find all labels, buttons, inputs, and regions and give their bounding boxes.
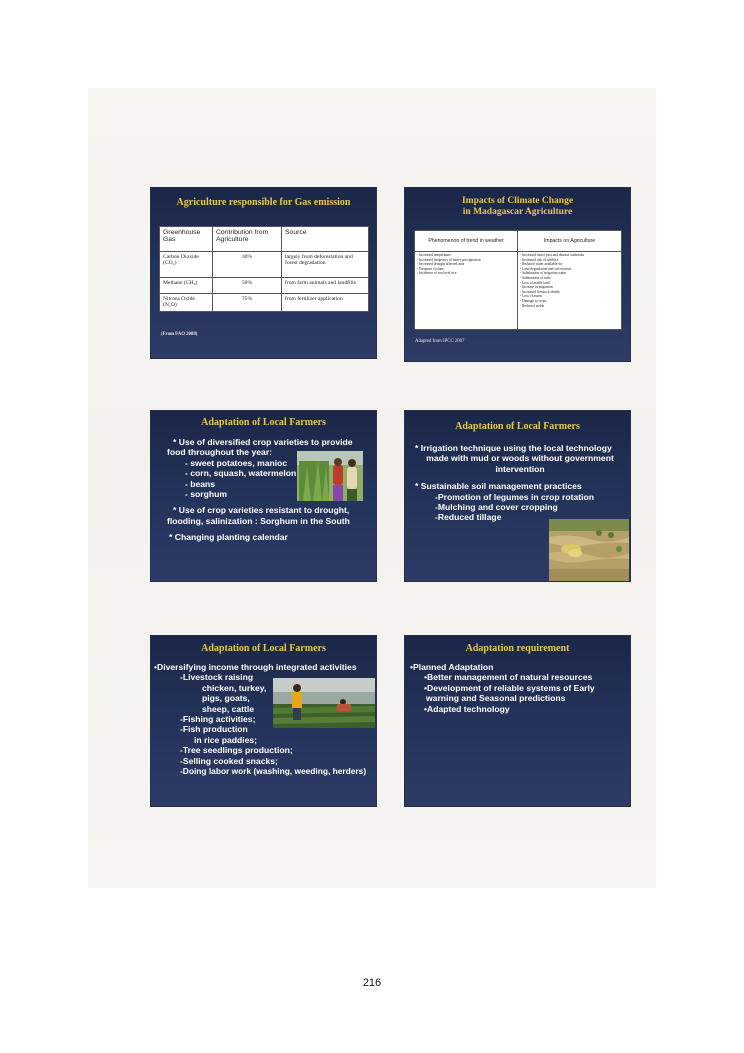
list-item: - Reduced yields: [520, 303, 545, 308]
table-header: Source: [282, 227, 369, 252]
gas-emission-table: [159, 226, 369, 312]
list-item: - Loss of assets: [520, 294, 543, 299]
slide-title: Adaptation of Local Farmers: [201, 643, 326, 654]
list-item: - Salinization of soils: [520, 275, 551, 280]
slide-footnote: (From FAO 2008): [161, 332, 198, 337]
list-item: - Increased temperature: [417, 253, 451, 257]
slide-title: Adaptation of Local Farmers: [455, 421, 580, 432]
bullet-line: food throughout the year:: [167, 447, 273, 458]
bullet-line: * Sustainable soil management practices: [415, 481, 582, 492]
list-item: - Increased frequency of heavy precipitation: [417, 257, 481, 262]
list-item: - Reduced water available for: [520, 262, 563, 267]
mulched-field-photo: [549, 519, 629, 581]
slide-adaptation-irrigation: [405, 411, 630, 581]
table-header-row: [160, 227, 369, 252]
slide-footnote: Adapted from IPCC 2007: [415, 339, 465, 344]
list-item: - Loss of arable land: [520, 280, 550, 285]
bullet-line: * Irrigation technique using the local technology: [415, 443, 612, 453]
list-item: - Damage to crops: [520, 298, 547, 303]
bullet-line: -Doing labor work (washing, weeding, herders): [180, 766, 367, 777]
slide-body: [154, 662, 376, 776]
impacts-list: [518, 252, 622, 330]
bullet-line: chicken, turkey,: [202, 682, 267, 693]
bullet-line: intervention: [495, 463, 545, 474]
slide-adaptation-crops: [151, 411, 376, 581]
bullet-line: made with mud or woods without government: [426, 453, 614, 464]
table-row: [160, 252, 369, 278]
list-item: - Increased drought affected area: [417, 262, 465, 267]
list-item: - Land degradation and soil erosion: [520, 266, 571, 271]
list-item: - Incidence of sea level rise: [417, 271, 457, 276]
bullet-line: * Changing planting calendar: [169, 532, 288, 543]
list-item: - Increase in migration: [520, 285, 553, 290]
table-header: Phenomenon of trend in weather: [415, 231, 518, 252]
slide-title: Adaptation requirement: [465, 643, 570, 654]
bullet-line: flooding, salinization : Sorghum in the South: [167, 515, 350, 526]
bullet-line: -Tree seedlings production;: [180, 745, 293, 756]
bullet-line: pigs, goats,: [202, 693, 250, 704]
list-item: - Increased livestock deaths: [520, 289, 560, 294]
table-header: Impacts on Agriculture: [518, 231, 622, 252]
slide-body: [411, 443, 629, 523]
bullet-line: •Development of reliable systems of Early: [424, 682, 595, 693]
slide-title: [405, 196, 630, 218]
bullet-line: •Diversifying income through integrated activities: [154, 662, 357, 672]
table-cell: Methane (CH₄): [160, 278, 213, 294]
table-header-row: [415, 231, 622, 252]
bullet-line: •Better management of natural resources: [424, 672, 593, 683]
table-cell: 30%: [213, 252, 282, 278]
table-cell: from fertilizer application: [282, 294, 369, 312]
table-header: Contribution from Agriculture: [213, 227, 282, 252]
table-row: [160, 278, 369, 294]
table-cell: 50%: [213, 278, 282, 294]
page-number: 216: [362, 977, 382, 989]
bullet-line: •Adapted technology: [424, 703, 510, 714]
table-cell: Carbon Dioxide (CO₂): [160, 252, 213, 278]
bullet-line: -Fish production: [180, 724, 248, 735]
bullet-line: -Livestock raising: [180, 672, 254, 683]
bullet-line: - sorghum: [185, 489, 228, 500]
bullet-line: sheep, cattle: [202, 703, 255, 714]
bullet-line: •Planned Adaptation: [410, 662, 494, 672]
slide-climate-impacts: [405, 188, 630, 361]
table-cell: 75%: [213, 294, 282, 312]
slide-title-line: Impacts of Climate Change: [461, 196, 574, 206]
bullet-line: -Mulching and cover cropping: [435, 502, 558, 513]
list-item: - Salinization of irrigation water: [520, 271, 567, 276]
slide-adaptation-requirement: [405, 636, 630, 806]
table-cell: from farm animals and landfills: [282, 278, 369, 294]
list-item: - Increased risk of wildfire: [520, 257, 559, 262]
slide-title: Adaptation of Local Farmers: [201, 417, 326, 428]
phenomenon-list: [415, 252, 518, 330]
table-cell: largely from deforestation and forest degradation: [282, 252, 369, 278]
bullet-line: - corn, squash, watermelon: [185, 468, 297, 479]
bullet-line: -Reduced tillage: [435, 512, 502, 523]
slide-body: [165, 437, 370, 543]
bullet-line: in rice paddies;: [194, 734, 258, 745]
list-item: - Frequent cyclone: [417, 266, 444, 271]
bullet-line: - sweet potatoes, manioc: [185, 457, 288, 468]
slide-gas-emission: [151, 188, 376, 358]
list-item: - Increased insect pest and disease outbreaks: [520, 253, 585, 257]
bullet-line: -Promotion of legumes in crop rotation: [435, 491, 594, 502]
table-row: [160, 294, 369, 312]
slide-body: [410, 662, 628, 714]
bullet-line: warning and Seasonal predictions: [426, 693, 566, 704]
table-row: [415, 252, 622, 330]
bullet-line: -Selling cooked snacks;: [180, 755, 278, 766]
slide-title-line: in Madagascar Agriculture: [462, 207, 573, 217]
bullet-line: * Use of crop varieties resistant to drought,: [173, 505, 350, 516]
slide-title: Agriculture responsible for Gas emission: [176, 197, 351, 208]
table-header: Greenhouse Gas: [160, 227, 213, 252]
bullet-line: -Fishing activities;: [180, 714, 256, 725]
bullet-line: * Use of diversified crop varieties to provide: [173, 437, 353, 447]
table-cell: Nitrous Oxide (N₂O): [160, 294, 213, 312]
slide-adaptation-income: [151, 636, 376, 806]
climate-impacts-table: [414, 230, 622, 330]
bullet-line: - beans: [185, 478, 216, 489]
